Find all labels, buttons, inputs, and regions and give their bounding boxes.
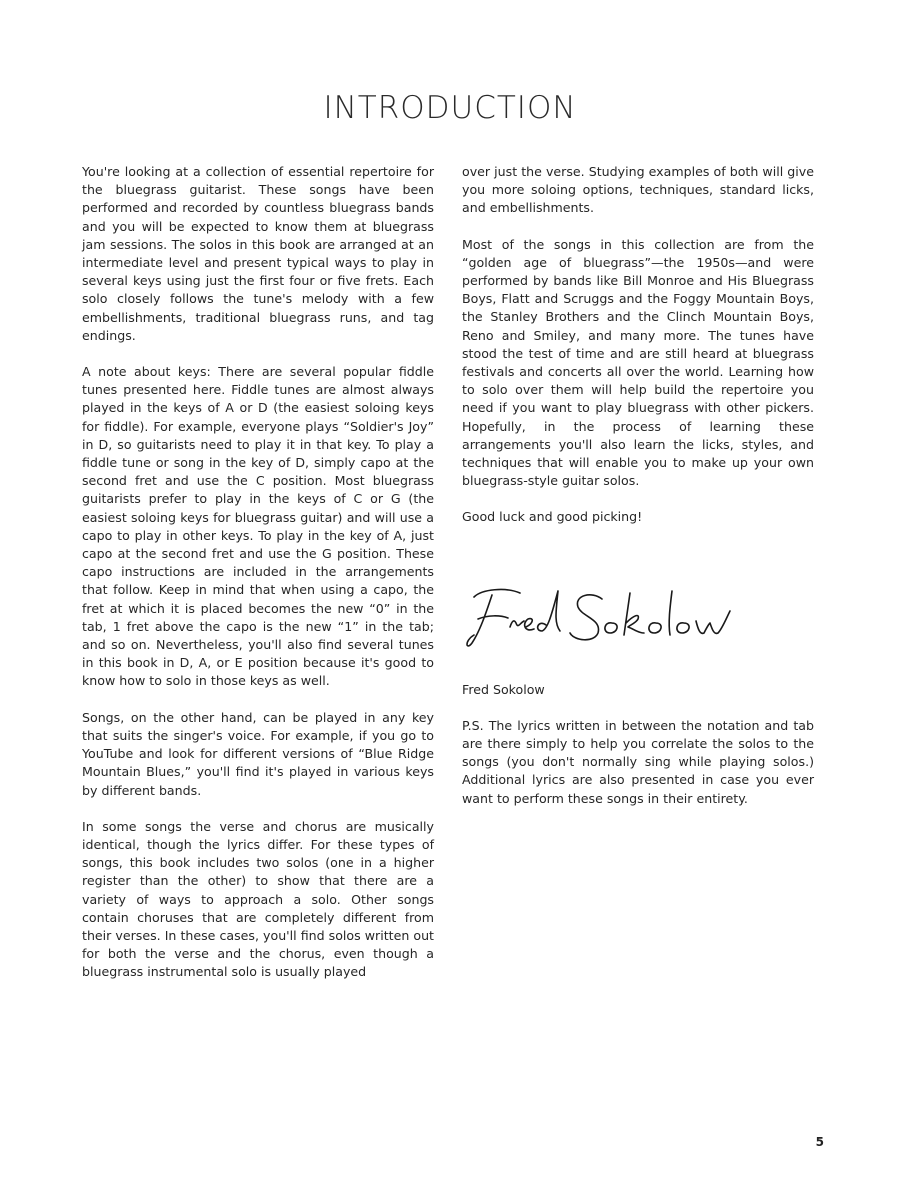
author-name: Fred Sokolow — [462, 681, 545, 697]
closing-line: Good luck and good picking! — [462, 509, 643, 525]
verse-continuation-paragraph: over just the verse. Studying examples of both will give you more soloing options, techniques, standard licks, and embellishments. — [462, 164, 814, 216]
golden-age-paragraph: Most of the songs in this collection are from the “golden age of bluegrass”—the 1950s—and were performed by bands like Bill Monroe and His Bluegrass Boys, Flatt and Scruggs and the Foggy Mountain Boys, the Stanley Brothers and the Clinch Mountain Boys, Reno and Smiley, and many more. The tunes have stood the test of time and are still heard at bluegrass festivals and concerts all over the world. Learning how to solo over them will help build the repertoire you need if you want to play bluegrass with other pickers. Hopefully, in the process of learning these arrangements you'll also learn the licks, styles, and techniques that will enable you to make up your own bluegrass-style guitar solos. — [462, 236, 814, 489]
left-column — [82, 163, 434, 1000]
verse-chorus-paragraph: In some songs the verse and chorus are musically identical, though the lyrics differ. For these types of songs, this book includes two solos (one in a higher register than the other) to show that there are a variety of ways to approach a solo. Other songs contain choruses that are completely different from their verses. In these cases, you'll find solos written out for both the verse and the chorus, even though a bluegrass instrumental solo is usually played — [82, 818, 434, 980]
intro-paragraph: You're looking at a collection of essential repertoire for the bluegrass guitarist. These songs have been performed and recorded by countless bluegrass bands and you will be expected to know them at bluegrass jam sessions. The solos in this book are arranged at an intermediate level and present typical ways to play in several keys using just the first four or five frets. Each solo closely follows the tune's melody with a few embellishments, traditional bluegrass runs, and tag endings. — [82, 164, 434, 343]
page-number: 5 — [815, 1135, 824, 1149]
page-title: INTRODUCTION — [323, 90, 577, 126]
author-signature — [462, 583, 762, 653]
keys-paragraph: A note about keys: There are several popular fiddle tunes presented here. Fiddle tunes are almost always played in the keys of A or D (the easiest soloing keys for fiddle). For example, everyone plays “Soldier's Joy” in D, so guitarists need to play it in that key. To play a fiddle tune or song in the key of D, simply capo at the second fret and use the C position. Most bluegrass guitarists prefer to play in the keys of C or G (the easiest soloing keys for bluegrass guitar) and will use a capo to play in other keys. To play in the key of A, just capo at the second fret and use the G position. These capo instructions are included in the arrangements that follow. Keep in mind that when using a capo, the fret at which it is placed becomes the new “0” in the tab, 1 fret above the capo is the new “1” in the tab; and so on. Nevertheless, you'll also find several tunes in this book in D, A, or E position because it's good to know how to solo in those keys as well. — [82, 364, 434, 689]
songs-paragraph: Songs, on the other hand, can be played in any key that suits the singer's voice. For example, if you go to YouTube and look for different versions of “Blue Ridge Mountain Blues,” you'll find it's played in various keys by different bands. — [82, 709, 434, 798]
right-column — [462, 163, 814, 826]
postscript-paragraph: P.S. The lyrics written in between the notation and tab are there simply to help you correlate the solos to the songs (you don't normally sing while playing solos.) Additional lyrics are also presented in case you ever want to perform these songs in their entirety. — [462, 717, 814, 806]
